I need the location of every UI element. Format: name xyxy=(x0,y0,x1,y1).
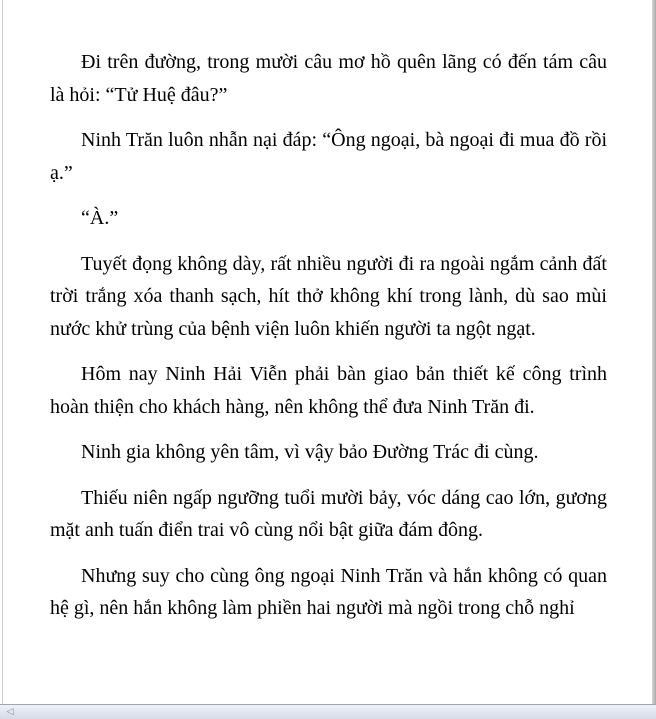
page-left-border xyxy=(2,0,3,719)
paragraph-2: Ninh Trăn luôn nhẫn nại đáp: “Ông ngoại, bà ngoại đi mua đồ rồi ạ.” xyxy=(50,129,607,184)
horizontal-scrollbar[interactable] xyxy=(0,704,656,719)
document-page xyxy=(50,46,607,638)
paragraph-6: Ninh gia không yên tâm, vì vậy bảo Đường Trác đi cùng. xyxy=(81,441,539,463)
vertical-scrollbar-edge[interactable] xyxy=(652,0,656,719)
paragraph-5: Hôm nay Ninh Hải Viễn phải bàn giao bản thiết kế công trình hoàn thiện cho khách hàng, nên không thể đưa Ninh Trăn đi. xyxy=(50,363,607,418)
paragraph-4: Tuyết đọng không dày, rất nhiều người đi ra ngoài ngắm cảnh đất trời trắng xóa thanh sạch, hít thở không khí trong lành, dù sao mùi nước khử trùng của bệnh viện luôn khiến người ta ngột ngạt. xyxy=(50,252,607,340)
paragraph-7: Thiếu niên ngấp ngưỡng tuổi mười bảy, vóc dáng cao lớn, gương mặt anh tuấn điển trai vô cùng nổi bật giữa đám đông. xyxy=(50,486,607,541)
paragraph-1: Đi trên đường, trong mười câu mơ hồ quên lãng có đến tám câu là hỏi: “Tử Huệ đâu?” xyxy=(50,51,607,106)
paragraph-8: Nhưng suy cho cùng ông ngoại Ninh Trăn và hắn không có quan hệ gì, nên hắn không làm phiền hai người mà ngồi trong chỗ nghỉ xyxy=(50,564,607,619)
paragraph-3: “À.” xyxy=(81,207,119,229)
scroll-left-icon[interactable]: ◁ xyxy=(6,707,14,717)
